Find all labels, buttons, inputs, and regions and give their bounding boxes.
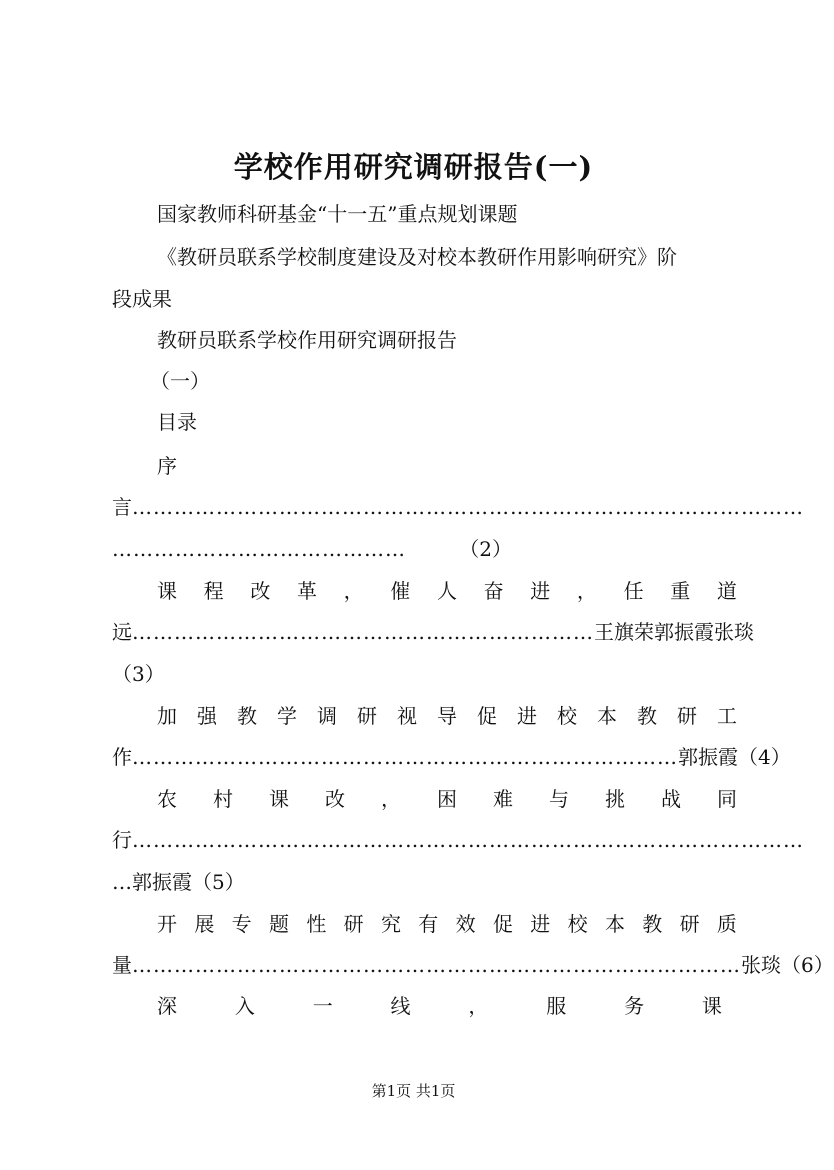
toc-leader-dots: … — [112, 870, 132, 894]
heading-char: 性 — [306, 912, 327, 936]
heading-char: 研 — [343, 912, 364, 936]
heading-char: 究 — [380, 912, 401, 936]
toc-entry-3-leader-cont — [112, 868, 352, 896]
heading-char: 一 — [312, 994, 333, 1018]
toc-leader-dots: ………………………………………………………… — [132, 620, 594, 644]
toc-author-page: 张琰（6） — [741, 953, 834, 977]
heading-char: ， — [576, 579, 597, 603]
heading-char: 同 — [717, 787, 737, 811]
toc-entry-preface-line1 — [112, 493, 804, 521]
heading-char: 课 — [269, 787, 289, 811]
heading-char: 教 — [637, 704, 657, 728]
heading-char: 课 — [701, 994, 722, 1018]
toc-entry-4-title — [157, 910, 737, 938]
heading-char: 促 — [492, 912, 513, 936]
heading-char: 难 — [493, 787, 513, 811]
heading-char: 重 — [670, 579, 691, 603]
heading-char: 道 — [716, 579, 737, 603]
heading-char: ， — [343, 579, 364, 603]
toc-leader-dots: …………………………………… — [112, 537, 406, 561]
heading-char: 研 — [677, 704, 697, 728]
heading-char: 战 — [661, 787, 681, 811]
heading-char: 导 — [437, 704, 457, 728]
toc-leader-dots: …………………………………………………………………… — [132, 745, 678, 769]
document-title: 学校作用研究调研报告(一) — [233, 150, 594, 184]
toc-leader-dots: …………………………………………………………………………………… — [132, 828, 804, 852]
toc-leader-dots: …………………………………………………………………………… — [132, 953, 741, 977]
toc-author-page: 郭振霞（4） — [678, 745, 791, 769]
heading-char: 校 — [567, 912, 588, 936]
heading-char: 校 — [557, 704, 577, 728]
heading-char: 任 — [623, 579, 644, 603]
heading-char: 挑 — [605, 787, 625, 811]
toc-entry-1-title — [157, 577, 737, 605]
heading-char: 工 — [717, 704, 737, 728]
heading-char: 改 — [250, 579, 271, 603]
preface-char-1: 序 — [157, 454, 177, 478]
heading-char: 进 — [517, 704, 537, 728]
heading-char: 入 — [234, 994, 255, 1018]
heading-char: 视 — [397, 704, 417, 728]
heading-char: 教 — [642, 912, 663, 936]
heading-char: 催 — [390, 579, 411, 603]
heading-char: 本 — [604, 912, 625, 936]
toc-entry-2-title — [157, 702, 737, 730]
toc-entry-2-leader — [112, 743, 791, 771]
heading-char: 务 — [624, 994, 645, 1018]
heading-char: 学 — [277, 704, 297, 728]
toc-entry-text: 远 — [112, 620, 132, 644]
heading-char: 教 — [237, 704, 257, 728]
heading-char: 线 — [390, 994, 411, 1018]
heading-char: 服 — [546, 994, 567, 1018]
heading-char: 促 — [477, 704, 497, 728]
heading-char: 强 — [197, 704, 217, 728]
toc-entry-text: 行 — [112, 828, 132, 852]
heading-char: 进 — [530, 912, 551, 936]
toc-entry-preface-line2 — [112, 535, 512, 563]
heading-char: 展 — [194, 912, 215, 936]
heading-char: 村 — [213, 787, 233, 811]
heading-char: 困 — [437, 787, 457, 811]
toc-entry-text: 量 — [112, 953, 132, 977]
subtitle-result: 段成果 — [112, 287, 172, 311]
heading-char: 课 — [157, 579, 177, 603]
heading-char: 进 — [530, 579, 551, 603]
heading-char: 题 — [268, 912, 289, 936]
toc-entry-text: 作 — [112, 745, 132, 769]
heading-char: 质 — [716, 912, 737, 936]
toc-entry-4-leader — [112, 951, 834, 979]
toc-leader-dots: …………………………………………………………………………………… — [132, 495, 804, 519]
heading-char: 调 — [317, 704, 337, 728]
subtitle-project: 国家教师科研基金“十一五”重点规划课题 — [157, 202, 518, 226]
heading-char: 效 — [455, 912, 476, 936]
toc-entry-5-title — [157, 992, 722, 1020]
toc-authors: 王旗荣郭振霞张琰 — [594, 620, 754, 644]
heading-char: 加 — [157, 704, 177, 728]
heading-char: 改 — [325, 787, 345, 811]
heading-char: 开 — [157, 912, 177, 936]
heading-char: 有 — [418, 912, 439, 936]
toc-entry-1-page: （3） — [112, 662, 165, 686]
heading-char: 人 — [436, 579, 457, 603]
heading-char: 专 — [231, 912, 252, 936]
heading-char: 本 — [597, 704, 617, 728]
toc-entry-3-leader — [112, 826, 804, 854]
heading-char: ， — [468, 994, 489, 1018]
heading-char: 与 — [549, 787, 569, 811]
report-number: （一） — [150, 369, 210, 393]
heading-char: 农 — [157, 787, 177, 811]
toc-entry-3-title — [157, 785, 737, 813]
heading-char: ， — [381, 787, 401, 811]
toc-heading: 目录 — [157, 410, 197, 434]
toc-page-number: （2） — [459, 537, 512, 561]
page-footer: 第1页 共1页 — [371, 1082, 456, 1100]
toc-author-page: 郭振霞（5） — [132, 870, 245, 894]
heading-char: 革 — [296, 579, 317, 603]
toc-entry-1-leader — [112, 618, 754, 646]
heading-char: 奋 — [483, 579, 504, 603]
heading-char: 深 — [157, 994, 177, 1018]
report-title: 教研员联系学校作用研究调研报告 — [157, 328, 457, 352]
toc-entry-text: 言 — [112, 495, 132, 519]
heading-char: 研 — [679, 912, 700, 936]
subtitle-research: 《教研员联系学校制度建设及对校本教研作用影响研究》阶 — [157, 245, 677, 269]
heading-char: 研 — [357, 704, 377, 728]
heading-char: 程 — [203, 579, 224, 603]
